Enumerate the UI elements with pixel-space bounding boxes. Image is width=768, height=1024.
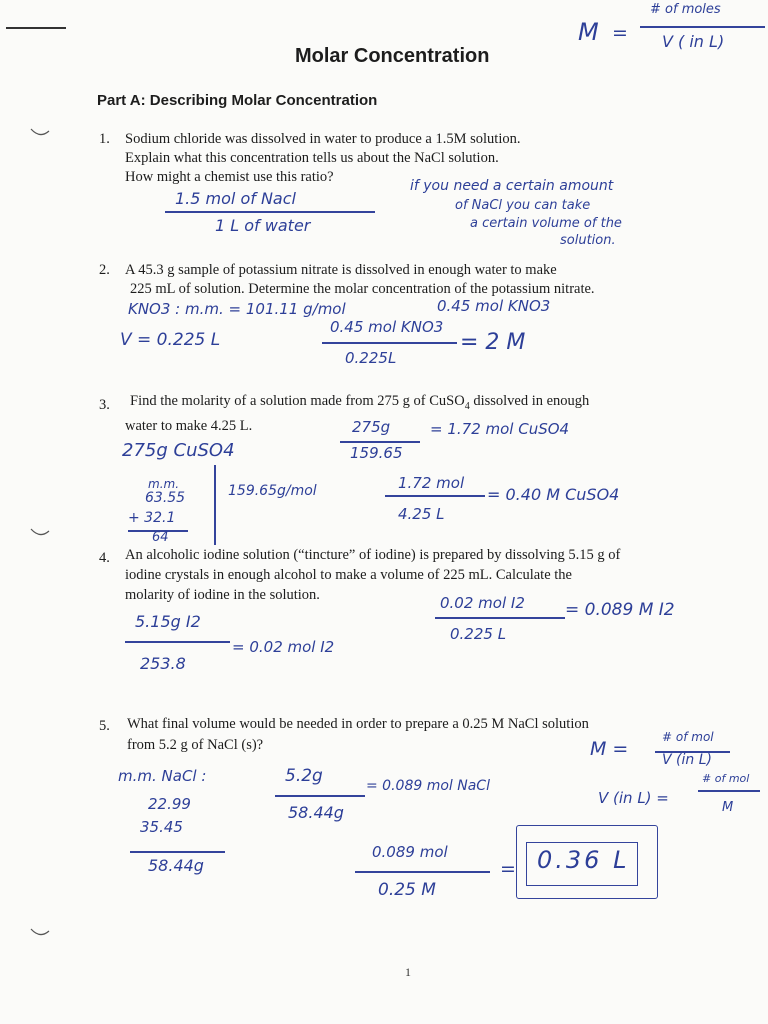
hw-fraction-bar — [275, 795, 365, 797]
hw-fraction-num: 0.089 mol — [372, 843, 448, 861]
formula-denominator: V ( in L) — [662, 32, 725, 51]
hw-result: = 2 M — [460, 330, 526, 355]
hw-answer: if you need a certain amount — [410, 178, 614, 194]
hw-work: KNO3 : m.m. = 101.11 g/mol — [128, 300, 346, 318]
question-text: molarity of iodine in the solution. — [125, 587, 320, 603]
question-text: Explain what this concentration tells us about the NaCl solution. — [125, 150, 499, 166]
hw-fraction-bar — [165, 211, 375, 213]
hw-fraction-den: 58.44g — [288, 803, 344, 822]
hw-result: = 1.72 mol CuSO4 — [430, 420, 570, 438]
question-text: Find the molarity of a solution made from 275 g of CuSO$_4$ dissolved in enough — [130, 393, 590, 412]
hw-work: 58.44g — [148, 856, 204, 875]
hw-fraction-num: 1.72 mol — [398, 474, 465, 492]
hw-fraction-den: 159.65 — [350, 444, 403, 462]
hw-fraction-bar — [698, 790, 760, 792]
hw-work: + 32.1 — [128, 510, 176, 526]
hw-answer: of NaCl you can take — [455, 198, 591, 213]
hw-work: 0.45 mol KNO3 — [437, 297, 551, 315]
question-text: Sodium chloride was dissolved in water to produce a 1.5M solution. — [125, 131, 521, 147]
hw-work: m.m. — [148, 477, 180, 491]
question-text: water to make 4.25 L. — [125, 418, 253, 434]
hw-work: 22.99 — [148, 795, 191, 813]
hw-fraction-bar — [340, 441, 420, 443]
question-number: 3. — [99, 397, 110, 413]
hw-result: = 0.02 mol I2 — [232, 638, 335, 656]
hw-fraction-num: 1.5 mol of Nacl — [175, 189, 296, 208]
hw-fraction-num: 0.45 mol KNO3 — [330, 318, 444, 336]
hw-fraction-bar — [355, 871, 490, 873]
hw-work: V = 0.225 L — [120, 330, 221, 350]
hw-fraction-num: 0.02 mol I2 — [440, 594, 525, 612]
hw-work: 64 — [152, 530, 169, 545]
hw-result: = 0.089 M I2 — [565, 600, 675, 620]
hw-equals: = — [500, 858, 516, 880]
page-title: Molar Concentration — [295, 45, 490, 67]
hw-fraction-den: 0.225L — [345, 349, 397, 367]
question-number: 4. — [99, 550, 110, 566]
hw-fraction-bar — [385, 495, 485, 497]
hw-fraction-bar — [125, 641, 230, 643]
hw-work: 159.65g/mol — [228, 483, 317, 499]
hw-fraction-den: 0.225 L — [450, 625, 507, 643]
hw-fraction-den: 4.25 L — [398, 505, 445, 523]
question-text: from 5.2 g of NaCl (s)? — [127, 737, 264, 753]
question-number: 5. — [99, 718, 110, 734]
question-number: 1. — [99, 131, 110, 147]
hw-divider — [214, 465, 216, 545]
formula-numerator: # of moles — [650, 2, 721, 17]
hw-formula: V (in L) — [662, 752, 712, 768]
question-text: A 45.3 g sample of potassium nitrate is dissolved in enough water to make — [125, 262, 557, 278]
hw-fraction-num: 275g — [352, 418, 391, 436]
question-text: An alcoholic iodine solution (“tincture” of iodine) is prepared by dissolving 5.15 g of — [125, 547, 621, 563]
hw-fraction-num: 5.15g I2 — [135, 612, 201, 631]
hw-fraction-bar — [322, 342, 457, 344]
formula-eq: = — [612, 22, 628, 44]
hw-answer: a certain volume of the — [470, 216, 622, 231]
hw-answer: solution. — [560, 233, 616, 248]
hw-work: 63.55 — [145, 490, 186, 506]
hw-fraction-den: 253.8 — [140, 654, 186, 673]
margin-mark-top — [6, 27, 66, 29]
hw-final-answer: 0.36 L — [537, 846, 630, 874]
formula-m: M — [578, 18, 599, 46]
hw-formula: M = — [590, 738, 629, 760]
formula-bar — [640, 26, 765, 28]
hw-fraction-den: 1 L of water — [215, 216, 311, 235]
margin-mark-hole — [30, 925, 50, 939]
hw-fraction-num: 5.2g — [285, 766, 323, 786]
section-heading: Part A: Describing Molar Concentration — [97, 92, 378, 109]
page-number: 1 — [405, 965, 411, 979]
hw-fraction-den: 0.25 M — [378, 880, 436, 900]
question-text: How might a chemist use this ratio? — [125, 169, 334, 185]
hw-result: = 0.089 mol NaCl — [366, 778, 490, 794]
hw-sum-bar — [130, 851, 225, 853]
margin-mark-hole — [30, 525, 50, 539]
hw-formula: M — [722, 800, 734, 815]
hw-formula: V (in L) = — [598, 789, 669, 807]
question-text: What final volume would be needed in order to prepare a 0.25 M NaCl solution — [127, 716, 589, 732]
hw-result: = 0.40 M CuSO4 — [487, 485, 620, 504]
hw-formula: # of mol — [662, 730, 714, 744]
hw-formula: # of mol — [702, 772, 750, 785]
question-number: 2. — [99, 262, 110, 278]
hw-work: 275g CuSO4 — [122, 440, 235, 461]
hw-work: m.m. NaCl : — [118, 767, 207, 785]
question-text: 225 mL of solution. Determine the molar concentration of the potassium nitrate. — [130, 281, 595, 297]
margin-mark-hole — [30, 125, 50, 139]
hw-work: 35.45 — [140, 818, 183, 836]
question-text: iodine crystals in enough alcohol to make a volume of 225 mL. Calculate the — [125, 567, 572, 583]
hw-fraction-bar — [435, 617, 565, 619]
